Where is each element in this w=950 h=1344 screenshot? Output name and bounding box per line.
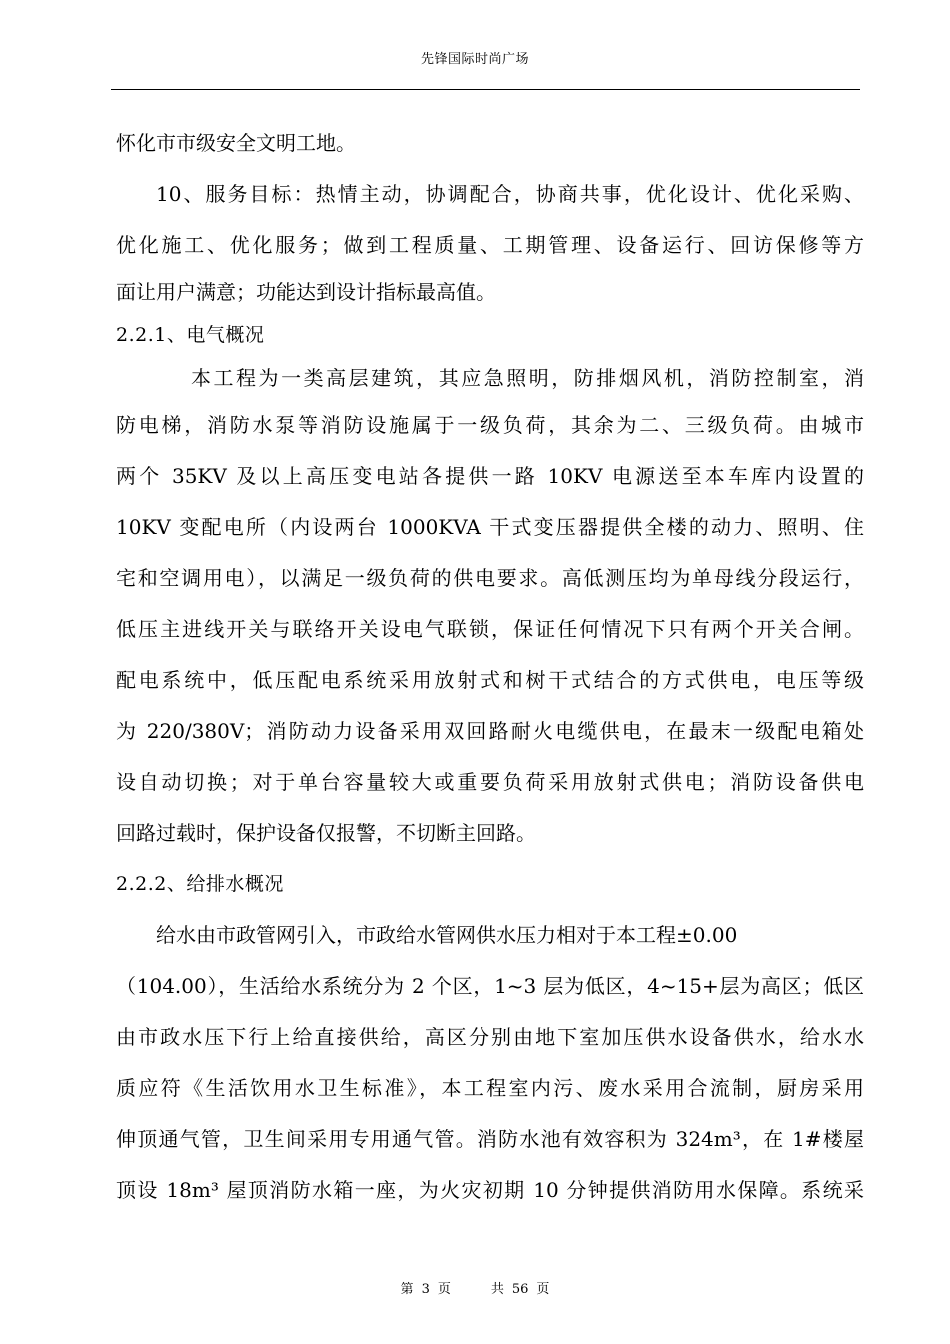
page-footer: [0, 1278, 950, 1297]
page-header-title: 先锋国际时尚广场: [420, 52, 529, 67]
body-line: 设自动切换；对于单台容量较大或重要负荷采用放射式供电；消防设备供电: [116, 770, 864, 794]
footer-page-unit: 页: [437, 1282, 451, 1297]
body-line: 低压主进线开关与联络开关设电气联锁，保证任何情况下只有两个开关合闸。: [116, 617, 864, 641]
body-line: 给水由市政管网引入，市政给水管网供水压力相对于本工程±0.00: [156, 923, 738, 947]
footer-page-number: 3: [421, 1282, 430, 1297]
body-line: 质应符《生活饮用水卫生标准》，本工程室内污、废水采用合流制，厨房采用: [116, 1076, 864, 1100]
body-line: 伸顶通气管，卫生间采用专用通气管。消防水池有效容积为 324m³，在 1#楼屋: [116, 1127, 864, 1151]
body-line: 宅和空调用电），以满足一级负荷的供电要求。高低测压均为单母线分段运行，: [116, 566, 864, 590]
body-line: 10、服务目标：热情主动，协调配合，协商共事，优化设计、优化采购、: [156, 182, 864, 206]
body-line: 面让用户满意；功能达到设计指标最高值。: [116, 280, 496, 304]
body-line: 10KV 变配电所（内设两台 1000KVA 干式变压器提供全楼的动力、照明、住: [116, 515, 864, 539]
body-line: 防电梯，消防水泵等消防设施属于一级负荷，其余为二、三级负荷。由城市: [116, 413, 864, 437]
body-line: 两个 35KV 及以上高压变电站各提供一路 10KV 电源送至本车库内设置的: [116, 464, 864, 488]
footer-total-unit: 页: [536, 1282, 550, 1297]
body-line: 顶设 18m³ 屋顶消防水箱一座，为火灾初期 10 分钟提供消防用水保障。系统采: [116, 1178, 864, 1202]
document-body: [116, 118, 864, 1216]
body-line: 优化施工、优化服务；做到工程质量、工期管理、设备运行、回访保修等方: [116, 233, 864, 257]
section-heading-electrical: 2.2.1、电气概况: [116, 324, 265, 346]
body-line: 本工程为一类高层建筑，其应急照明，防排烟风机，消防控制室，消: [191, 366, 864, 390]
footer-total-pages: 56: [511, 1282, 529, 1297]
body-line: （104.00），生活给水系统分为 2 个区，1~3 层为低区，4~15+层为高区；低区: [116, 974, 864, 998]
body-line: 配电系统中，低压配电系统采用放射式和树干式结合的方式供电，电压等级: [116, 668, 864, 692]
body-line: 由市政水压下行上给直接供给，高区分别由地下室加压供水设备供水，给水水: [116, 1025, 864, 1049]
header-divider: [111, 89, 860, 90]
footer-page-prefix: 第: [400, 1282, 414, 1297]
footer-total-prefix: 共: [490, 1282, 504, 1297]
section-heading-water: 2.2.2、给排水概况: [116, 873, 284, 895]
body-line: 怀化市市级安全文明工地。: [116, 131, 356, 155]
body-line: 为 220/380V；消防动力设备采用双回路耐火电缆供电，在最末一级配电箱处: [116, 719, 864, 743]
body-line: 回路过载时，保护设备仅报警，不切断主回路。: [116, 821, 536, 845]
